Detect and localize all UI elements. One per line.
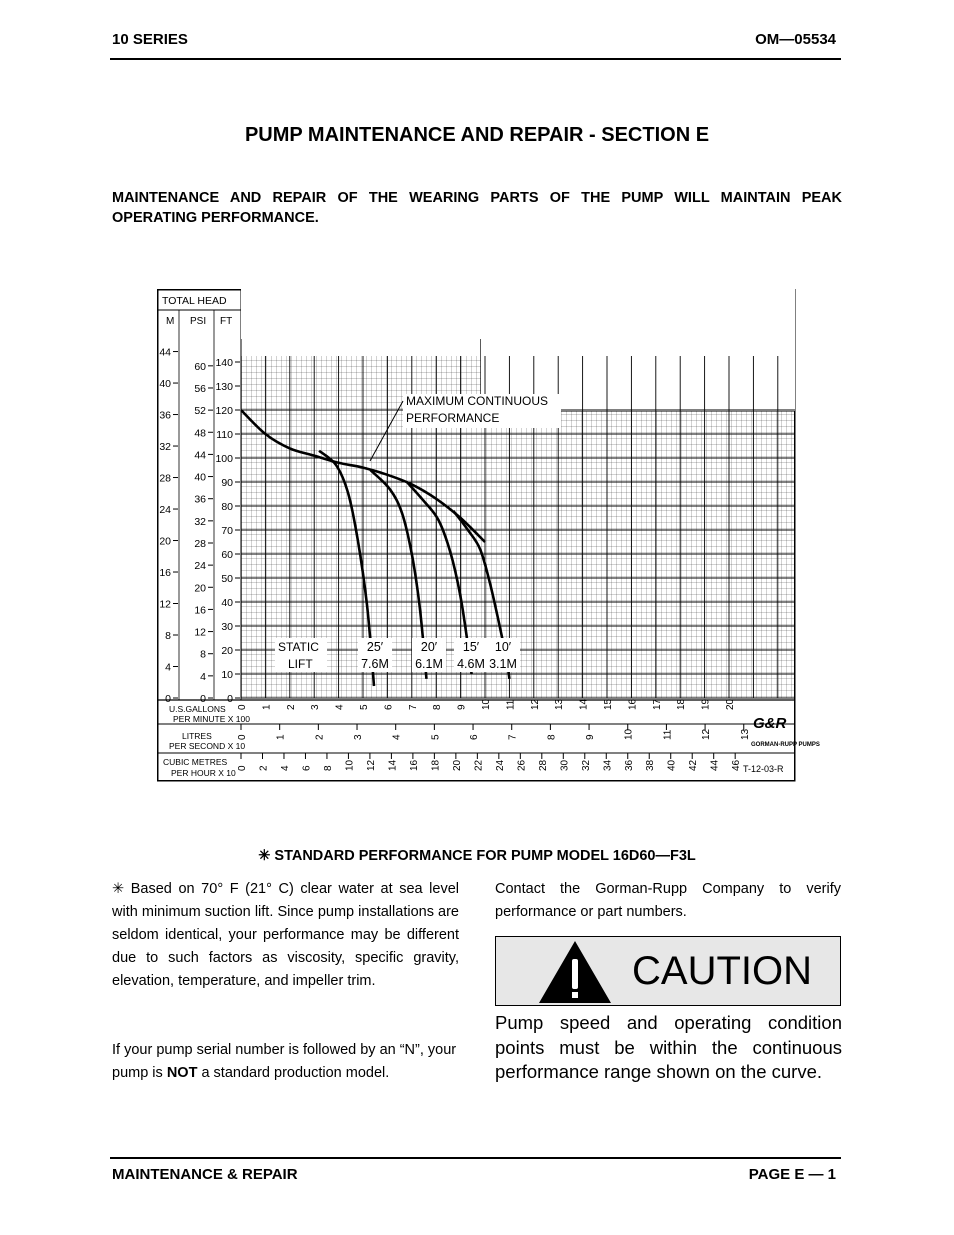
gpm-tick-label: 13 [554, 698, 566, 710]
m-axis-tick-label: 20 [159, 535, 171, 548]
cmh-tick-label: 46 [731, 759, 743, 771]
header-doc-number: OM—05534 [755, 31, 836, 48]
psi-axis-tick-label: 8 [200, 648, 206, 661]
cmh-tick-label: 22 [473, 759, 485, 771]
lift-ft-label-1: 25′ [366, 640, 384, 654]
performance-footnote: ✳ Based on 70° F (21° C) clear water at sea level with minimum suction lift. Since pump installations are seldom identical, your performance may be different due to such factors as viscosity, specific gravity, elevation, temperature, and impeller trim. [112, 881, 459, 989]
psi-axis-tick-label: 32 [194, 515, 206, 528]
info-mask [481, 289, 795, 411]
ft-axis-tick-label: 30 [221, 621, 233, 633]
logo-subtext: GORMAN-RUPP PUMPS [751, 742, 820, 748]
cmh-tick-label: 42 [688, 759, 700, 771]
ft-axis-tick-label: 70 [221, 525, 233, 537]
cmh-tick-label: 24 [494, 759, 506, 771]
lps-tick-label: 5 [430, 734, 442, 740]
ft-axis-tick-label: 120 [215, 405, 233, 417]
gpm-tick-label: 0 [237, 704, 248, 710]
gpm-tick-label: 12 [529, 698, 541, 710]
gpm-tick-label: 4 [334, 704, 346, 710]
cmh-tick-label: 34 [602, 759, 614, 771]
lps-tick-label: 12 [701, 728, 713, 740]
unit-psi-label: PSI [190, 316, 207, 327]
m-axis-tick-label: 36 [159, 409, 171, 422]
m-axis-tick-label: 28 [159, 472, 171, 485]
lift-m-label-4: 3.1M [489, 657, 517, 671]
cmh-tick-label: 20 [451, 759, 463, 771]
gpm-tick-label: 3 [310, 704, 322, 710]
ft-axis-tick-label: 140 [215, 357, 233, 369]
psi-axis-tick-label: 48 [194, 427, 206, 440]
ft-axis-tick-label: 10 [221, 669, 233, 681]
lps-tick-label: 4 [391, 734, 403, 740]
static-lift-label-1: STATIC [278, 640, 319, 654]
lift-ft-label-3: 15′ [462, 640, 480, 654]
lps-axis-label-2: PER SECOND X 10 [169, 741, 246, 751]
gpm-tick-label: 18 [676, 698, 688, 710]
intro-paragraph: MAINTENANCE AND REPAIR OF THE WEARING PARTS OF THE PUMP WILL MAINTAIN PEAK OPERATING PERFORMANCE. [112, 190, 842, 226]
caution-banner [495, 936, 841, 1006]
psi-axis-tick-label: 24 [194, 560, 206, 573]
gpm-tick-label: 16 [627, 698, 639, 710]
psi-axis-tick-label: 28 [194, 537, 206, 550]
lps-tick-label: 2 [314, 734, 326, 740]
cmh-tick-label: 2 [258, 765, 270, 771]
psi-axis-tick-label: 40 [194, 471, 206, 484]
cmh-tick-label: 8 [322, 765, 334, 771]
ft-axis-tick-label: 60 [221, 549, 233, 561]
lift-m-label-2: 6.1M [415, 657, 443, 671]
cmh-tick-label: 0 [237, 765, 248, 771]
warning-triangle-icon [537, 939, 613, 1005]
ft-axis-tick-label: 130 [215, 381, 233, 393]
gpm-tick-label: 19 [700, 698, 712, 710]
gpm-axis-label-1: U.S.GALLONS [169, 704, 226, 714]
psi-axis-tick-label: 20 [194, 582, 206, 595]
gpm-axis-label-2: PER MINUTE X 100 [173, 714, 250, 724]
gorman-rupp-logo [751, 715, 820, 748]
ft-axis-tick-label: 80 [221, 501, 233, 513]
header-series: 10 SERIES [112, 31, 188, 48]
cmh-tick-label: 14 [387, 759, 399, 771]
total-head-label: TOTAL HEAD [162, 295, 227, 307]
page-title: PUMP MAINTENANCE AND REPAIR - SECTION E [244, 124, 710, 146]
gpm-tick-label: 6 [383, 704, 395, 710]
cmh-tick-label: 10 [344, 759, 356, 771]
cmh-tick-label: 12 [365, 759, 377, 771]
psi-axis-tick-label: 0 [200, 693, 206, 705]
m-axis-tick-label: 40 [159, 378, 171, 391]
gpm-tick-label: 11 [505, 699, 517, 710]
gpm-tick-label: 2 [285, 704, 297, 710]
lps-tick-label: 7 [507, 734, 519, 740]
m-axis-tick-label: 24 [159, 504, 171, 517]
cmh-tick-label: 36 [623, 759, 635, 771]
static-lift-label-2: LIFT [288, 657, 313, 671]
cmh-tick-label: 6 [301, 765, 313, 771]
contact-note: Contact the Gorman-Rupp Company to verify performance or part numbers. [495, 881, 841, 920]
psi-axis-tick-label: 4 [200, 670, 206, 683]
lps-tick-label: 1 [275, 734, 287, 740]
performance-curve-chart [157, 289, 820, 783]
lps-tick-label: 10 [623, 728, 635, 740]
psi-axis-tick-label: 56 [194, 382, 206, 395]
cmh-axis-label-2: PER HOUR X 10 [171, 768, 236, 778]
mcp-label-line1: MAXIMUM CONTINUOUS [406, 394, 548, 408]
psi-axis-tick-label: 44 [194, 449, 206, 462]
ft-axis-tick-label: 20 [221, 645, 233, 657]
gpm-tick-label: 14 [578, 698, 590, 710]
ft-axis-tick-label: 110 [216, 429, 233, 441]
lps-tick-label: 11 [662, 729, 674, 740]
lps-tick-label: 6 [469, 734, 481, 740]
lps-tick-label: 8 [546, 734, 558, 740]
psi-axis-tick-label: 12 [194, 626, 206, 639]
ft-axis-tick-label: 0 [227, 693, 233, 705]
cmh-tick-label: 32 [580, 759, 592, 771]
cmh-tick-label: 40 [666, 759, 678, 771]
chart-grid [241, 289, 795, 698]
gpm-tick-label: 1 [261, 704, 273, 710]
gpm-tick-label: 10 [481, 698, 492, 710]
footer-rule [110, 1157, 841, 1159]
cmh-axis-label-1: CUBIC METRES [163, 757, 228, 767]
ft-axis-tick-label: 90 [221, 477, 233, 489]
m-axis-tick-label: 4 [165, 661, 171, 674]
gpm-tick-label: 20 [725, 698, 736, 710]
lift-ft-label-4: 10′ [494, 640, 512, 654]
lift-labels [358, 638, 520, 672]
cmh-tick-label: 28 [537, 759, 549, 771]
note-mask [241, 289, 481, 339]
unit-m-label: M [166, 316, 175, 327]
lps-tick-label: 13 [739, 728, 751, 740]
lift-ft-label-2: 20′ [420, 640, 438, 654]
psi-axis-tick-label: 36 [194, 493, 206, 506]
m-axis-tick-label: 0 [165, 693, 171, 705]
logo-mark: G&R [753, 715, 787, 732]
ft-axis-tick-label: 50 [221, 573, 233, 585]
gpm-tick-label: 7 [407, 704, 419, 710]
mcp-label-line2: PERFORMANCE [406, 411, 500, 425]
m-axis-tick-label: 8 [165, 630, 171, 643]
lps-axis-label-1: LITRES [182, 731, 212, 741]
gpm-tick-label: 5 [359, 704, 370, 710]
lps-tick-label: 3 [353, 734, 365, 740]
cmh-tick-label: 16 [408, 759, 420, 771]
header-rule [110, 58, 841, 60]
caution-label: CAUTION [632, 949, 812, 993]
psi-axis-tick-label: 52 [194, 405, 206, 418]
gpm-tick-label: 15 [603, 698, 614, 710]
gpm-tick-label: 9 [456, 704, 468, 710]
m-axis-tick-label: 16 [159, 567, 171, 580]
lift-m-label-3: 4.6M [457, 657, 485, 671]
ft-axis-tick-label: 40 [221, 597, 233, 609]
serial-number-note: If your pump serial number is followed by an “N”, your pump is NOT a standard production model. [112, 1042, 457, 1081]
not-keyword: NOT [166, 1065, 198, 1081]
lps-tick-label: 0 [237, 734, 248, 740]
ft-axis-tick-label: 100 [215, 453, 233, 465]
m-axis-tick-label: 44 [159, 346, 171, 359]
m-axis-tick-label: 32 [159, 441, 171, 454]
gpm-tick-label: 8 [432, 704, 444, 710]
m-axis-tick-label: 12 [159, 598, 171, 611]
cmh-tick-label: 18 [430, 759, 442, 771]
chart-caption: ✳ STANDARD PERFORMANCE FOR PUMP MODEL 16D60—F3L [258, 848, 696, 864]
caution-message: Pump speed and operating condition points must be within the continuous performance range shown on the curve. [495, 1012, 842, 1082]
footer-section: MAINTENANCE & REPAIR [112, 1166, 298, 1183]
lps-tick-label: 9 [585, 734, 597, 740]
lift-m-label-1: 7.6M [361, 657, 389, 671]
cmh-tick-label: 44 [709, 759, 721, 771]
cmh-tick-label: 30 [559, 759, 571, 771]
unit-ft-label: FT [220, 316, 233, 327]
gpm-tick-label: 17 [651, 698, 663, 710]
footer-page-number: PAGE E — 1 [748, 1166, 836, 1183]
chart-code: T-12-03-R [743, 764, 784, 774]
cmh-tick-label: 4 [279, 765, 291, 771]
cmh-tick-label: 38 [645, 759, 657, 771]
psi-axis-tick-label: 16 [194, 604, 206, 617]
cmh-tick-label: 26 [516, 759, 528, 771]
psi-axis-tick-label: 60 [194, 360, 206, 373]
